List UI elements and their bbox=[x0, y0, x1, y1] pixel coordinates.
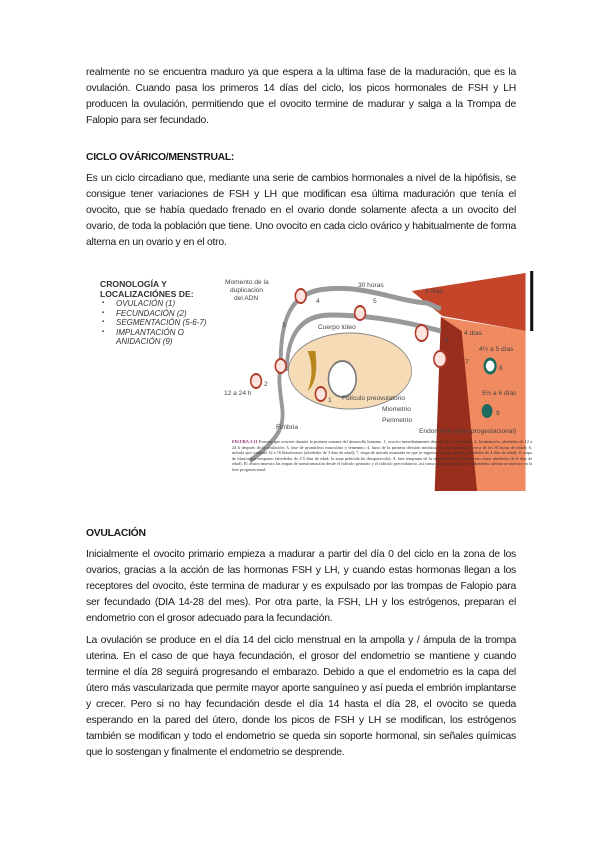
label-3d: 3 días bbox=[425, 288, 443, 295]
svg-text:del ADN: del ADN bbox=[234, 295, 259, 302]
preovulatory-follicle bbox=[328, 361, 356, 397]
svg-text:3: 3 bbox=[282, 322, 286, 329]
intro-paragraph: realmente no se encuentra maduro ya que espera a la ultima fase de la maduración, que es la ovulación. Cuando pasa los primeros 14 días del ciclo, los picos hormonales de FSH y LH producen la ovulación, permitiendo que el ovocito termine de madurar y salga a la Trompa de Falopio para ser fecundado. bbox=[86, 67, 516, 126]
ciclo-paragraph: Es un ciclo circadiano que, mediante una serie de cambios hormonales a nivel de la hipófisis, se consigue tener variaciones de FSH y LH que modifican esa última maduración que tenía el ovocito, que se había quedado frenado en el ovario donde solamente afecta a un ovocito del ovario, de toda la población que tiene. Uno ovocito en cada ciclo ovárico y habitualmente de forma alterna en un ovario y en el otro. bbox=[86, 173, 516, 248]
svg-text:5: 5 bbox=[373, 298, 377, 305]
label-45d: 4½ a 5 días bbox=[479, 346, 514, 353]
svg-text:6: 6 bbox=[445, 337, 449, 344]
svg-text:2: 2 bbox=[264, 381, 268, 388]
svg-text:4: 4 bbox=[316, 298, 320, 305]
implanting-blastocyst bbox=[482, 404, 493, 418]
label-follicle: Folículo preovulatorio bbox=[342, 395, 406, 402]
ovulation-figure bbox=[96, 271, 536, 501]
svg-text:7: 7 bbox=[465, 359, 469, 366]
legend-item: ▪ FECUNDACIÓN (2) bbox=[100, 309, 212, 319]
label-myometrium: Miometrio bbox=[382, 406, 411, 413]
label-56d: 5½ a 6 días bbox=[482, 390, 517, 397]
label-30h: 30 horas bbox=[358, 282, 384, 289]
svg-text:duplicación: duplicación bbox=[230, 287, 263, 294]
label-fimbria: Fimbria bbox=[276, 424, 298, 431]
label-corpus-luteum: Cuerpo lúteo bbox=[318, 324, 356, 331]
label-dna: Momento de la bbox=[225, 279, 269, 286]
svg-text:8: 8 bbox=[499, 365, 503, 372]
figure-caption: FIGURA 3-11 Eventos que ocurren durante la primera semana del desarrollo humano. 1, ovocito inmediatamente después de la ovulación; 2, fecundación, alrededor de 12 a 24 h después de la ovulación; 3, fase de pronúcleos masculino y femenino; 4, huso de la primera división mitótica; 5, etapa bicelular (cerca de las 30 horas de edad); 6, mórula que contiene 12 a 16 blastómeros (alrededor de 3 días de edad); 7, etapa de mórula avanzada en que se ingresa al lumen uterino (alrededor de 4 días de edad); 8, etapa de blastocisto temprano (alrededor de 4.5 días de edad; la zona pelúcida ha desaparecido); 9, fase temprana de la implantación (el blastocisto tiene alrededor de 6 días de edad). El ovario muestra las etapas de transformación desde el folículo primario y el folículo preovulatorio, así como un cuerpo lúteo. El endometrio uterino se muestra en la fase progestacional. bbox=[232, 439, 532, 472]
label-perimetrium: Perimetrio bbox=[382, 417, 413, 424]
label-endometrium: Endometrio (fase progestacional) bbox=[419, 428, 517, 435]
ovulacion-heading: OVULACIÓN bbox=[86, 528, 146, 539]
ovulacion-paragraph-2: La ovulación se produce en el día 14 del ciclo menstrual en la ampolla y / ámpula de la trompa uterina. En el caso de que haya fecundación, el grosor del endometrio se mantiene y cuando termine el día 28 seguirá progresando el embarazo. Debido a que el endometrio es la capa del útero más vascularizada que permite mayor aporte sanguíneo y así pueda el embrión implantarse y crecer. Pero si no hay fecundación desde el día 14 hasta el día 28, el ovocito se queda esperando en la pared del útero, donde los picos de FSH y LH se modifican, los estrógenos también se modifican y todo el endometrio se queda sin soporte hormonal, sin señales químicas que lo sostengan y finalmente el endometrio se desprende. bbox=[86, 635, 516, 758]
ovulacion-paragraph-1: Inicialmente el ovocito primario empieza a madurar a partir del día 0 del ciclo en la zona de los ovarios, gracias a la acción de las hormonas FSH y LH, y cuando estas hormonas llegan a los receptores del ovocito, éste termina de madurar y es expulsado por las trompas de Falopio para ser fecundado (DIA 14-28 del mes). Por otra parte, la FSH, LH y los estrógenos, preparan el endometrio con el grosor adecuado para la fecundación. bbox=[86, 549, 516, 624]
label-12-24h: 12 a 24 h bbox=[224, 390, 252, 397]
legend-item: ▪ IMPLANTACIÓN O ANIDACIÓN (9) bbox=[100, 328, 196, 347]
document-body bbox=[86, 65, 532, 761]
svg-text:9: 9 bbox=[496, 410, 500, 417]
legend-item: ▪ OVULACIÓN (1) bbox=[100, 299, 212, 309]
blastocyst bbox=[485, 359, 496, 373]
ciclo-heading: CICLO OVÁRICO/MENSTRUAL: bbox=[86, 152, 235, 163]
label-4d: 4 días bbox=[464, 330, 482, 337]
legend-item: ▪ SEGMENTACIÓN (5-6-7) bbox=[100, 318, 212, 328]
svg-text:1: 1 bbox=[328, 397, 332, 404]
figure-legend bbox=[100, 279, 212, 347]
legend-title: CRONOLOGÍA Y LOCALIZACIÓNES DE: bbox=[100, 279, 194, 299]
